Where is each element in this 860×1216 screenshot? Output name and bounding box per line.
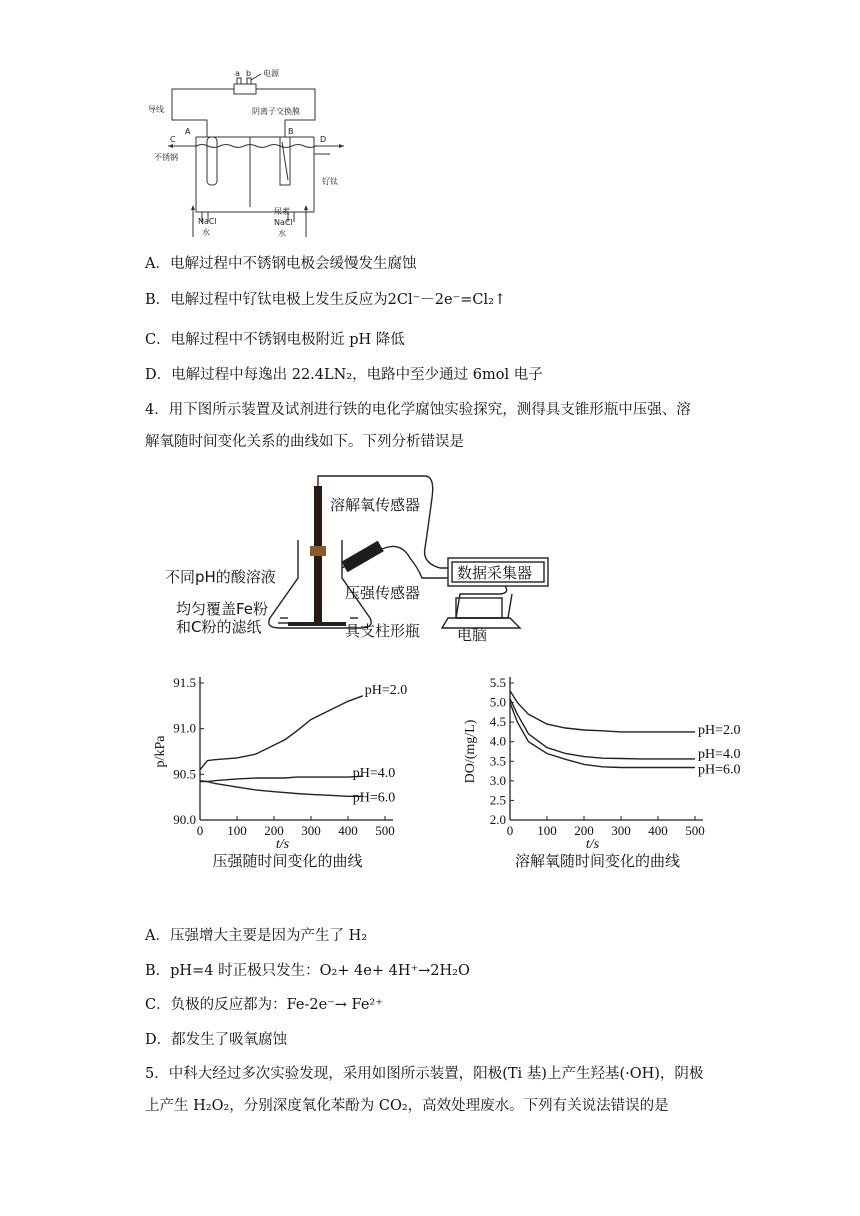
data-collector-label: 数据采集器 bbox=[457, 564, 533, 582]
series-label-2: pH=6.0 bbox=[698, 762, 741, 778]
filter-paper-label-1: 均匀覆盖Fe粉 bbox=[176, 600, 269, 618]
right-inlet-water: 水 bbox=[278, 229, 286, 238]
series-label-0: pH=2.0 bbox=[698, 722, 741, 738]
pressure-chart bbox=[140, 665, 440, 880]
x-axis-label: t/s bbox=[275, 837, 290, 852]
q5-stem-line1: 5．中科大经过多次实验发现，采用如图所示装置，阳极(Ti 基)上产生羟基(·OH)，阴极 bbox=[145, 1066, 704, 1082]
electrolysis-cell-figure bbox=[140, 62, 350, 242]
left-inlet-nacl: NaCl bbox=[198, 217, 217, 226]
flask-label: 具支柱形瓶 bbox=[345, 622, 421, 640]
dissolved-oxygen-chart bbox=[450, 665, 750, 880]
q5-stem-line2: 上产生 H₂O₂，分别深度氧化苯酚为 CO₂，高效处理废水。下列有关说法错误的是 bbox=[145, 1098, 669, 1114]
q3-option-c: C．电解过程中不锈钢电极附近 pH 降低 bbox=[145, 332, 405, 348]
q4-option-d: D．都发生了吸氧腐蚀 bbox=[145, 1032, 288, 1048]
x-tick-label: 500 bbox=[375, 823, 395, 838]
x-tick-label: 500 bbox=[685, 823, 705, 838]
x-tick-label: 300 bbox=[611, 823, 631, 838]
y-tick-label: 2.5 bbox=[489, 792, 506, 808]
q4-option-b: B．pH=4 时正极只发生：O₂+ 4e+ 4H⁺→2H₂O bbox=[145, 963, 470, 979]
left-inlet-water: 水 bbox=[202, 228, 210, 237]
y-tick-label: 91.0 bbox=[173, 720, 196, 736]
x-tick-label: 0 bbox=[196, 823, 204, 838]
wire-label: 导线 bbox=[148, 105, 164, 114]
series-line-2 bbox=[200, 781, 363, 797]
stainless-label: 不锈钢 bbox=[154, 153, 178, 162]
x-tick-label: 0 bbox=[506, 823, 514, 838]
membrane-label: 阴离子交换膜 bbox=[252, 107, 300, 116]
x-tick-label: 400 bbox=[648, 823, 668, 838]
ruti-label: 钌钛 bbox=[322, 177, 338, 186]
acid-solution-label: 不同pH的酸溶液 bbox=[165, 568, 276, 586]
q3-option-a: A．电解过程中不锈钢电极会缓慢发生腐蚀 bbox=[145, 256, 417, 272]
y-tick-label: 5.0 bbox=[489, 694, 506, 710]
pressure-sensor-label: 压强传感器 bbox=[345, 584, 421, 602]
outlet-d-label: D bbox=[320, 135, 327, 144]
x-tick-label: 100 bbox=[537, 823, 557, 838]
electrode-b-label: B bbox=[288, 127, 294, 136]
chart-caption: 压强随时间变化的曲线 bbox=[212, 852, 363, 870]
series-label-0: pH=2.0 bbox=[364, 682, 408, 698]
power-label: 电源 bbox=[263, 69, 279, 78]
terminal-a-label: a bbox=[235, 69, 240, 78]
q3-option-b: B．电解过程中钌钛电极上发生反应为2Cl⁻－2e⁻=Cl₂↑ bbox=[145, 292, 507, 308]
series-label-2: pH=6.0 bbox=[352, 790, 396, 806]
series-label-1: pH=4.0 bbox=[698, 746, 741, 762]
corrosion-apparatus-figure bbox=[160, 468, 560, 648]
q3-option-d: D．电解过程中每逸出 22.4LN₂，电路中至少通过 6mol 电子 bbox=[145, 367, 543, 383]
y-tick-label: 91.5 bbox=[173, 675, 196, 690]
electrode-a-label: A bbox=[185, 127, 191, 136]
terminal-b-label: b bbox=[246, 69, 252, 78]
right-inlet-urea: 尿素 bbox=[274, 207, 290, 216]
filter-paper-label-2: 和C粉的滤纸 bbox=[176, 618, 262, 636]
right-inlet-nacl: NaCl bbox=[274, 218, 293, 227]
y-tick-label: 3.0 bbox=[489, 772, 506, 788]
series-line-0 bbox=[200, 696, 363, 770]
x-axis-label: t/s bbox=[585, 837, 600, 852]
y-tick-label: 4.5 bbox=[489, 714, 506, 730]
q4-stem-line1: 4．用下图所示装置及试剂进行铁的电化学腐蚀实验探究，测得具支锥形瓶中压强、溶 bbox=[145, 402, 691, 418]
series-line-1 bbox=[200, 776, 363, 781]
q4-stem-line2: 解氧随时间变化关系的曲线如下。下列分析错误是 bbox=[145, 434, 464, 450]
x-tick-label: 300 bbox=[301, 823, 321, 838]
x-tick-label: 100 bbox=[227, 823, 247, 838]
q4-option-c: C．负极的反应都为：Fe-2e⁻→ Fe²⁺ bbox=[145, 997, 383, 1013]
computer-label: 电脑 bbox=[457, 626, 488, 644]
y-tick-label: 3.5 bbox=[489, 753, 506, 769]
y-tick-label: 2.0 bbox=[489, 812, 506, 827]
y-axis-label: DO/(mg/L) bbox=[463, 719, 478, 784]
y-tick-label: 90.5 bbox=[173, 766, 196, 782]
x-tick-label: 400 bbox=[338, 823, 358, 838]
y-tick-label: 90.0 bbox=[173, 812, 196, 827]
y-tick-label: 4.0 bbox=[489, 733, 506, 749]
series-line-0 bbox=[510, 691, 695, 732]
series-label-1: pH=4.0 bbox=[352, 766, 396, 782]
y-axis-label: p/kPa bbox=[153, 735, 168, 768]
chart-caption: 溶解氧随时间变化的曲线 bbox=[514, 852, 681, 870]
x-tick-label: 200 bbox=[264, 823, 284, 838]
series-line-1 bbox=[510, 699, 695, 759]
do-sensor-label: 溶解氧传感器 bbox=[330, 496, 421, 514]
x-tick-label: 200 bbox=[574, 823, 594, 838]
y-tick-label: 5.5 bbox=[489, 675, 506, 690]
outlet-c-label: C bbox=[170, 135, 176, 144]
q4-option-a: A．压强增大主要是因为产生了 H₂ bbox=[145, 928, 368, 944]
